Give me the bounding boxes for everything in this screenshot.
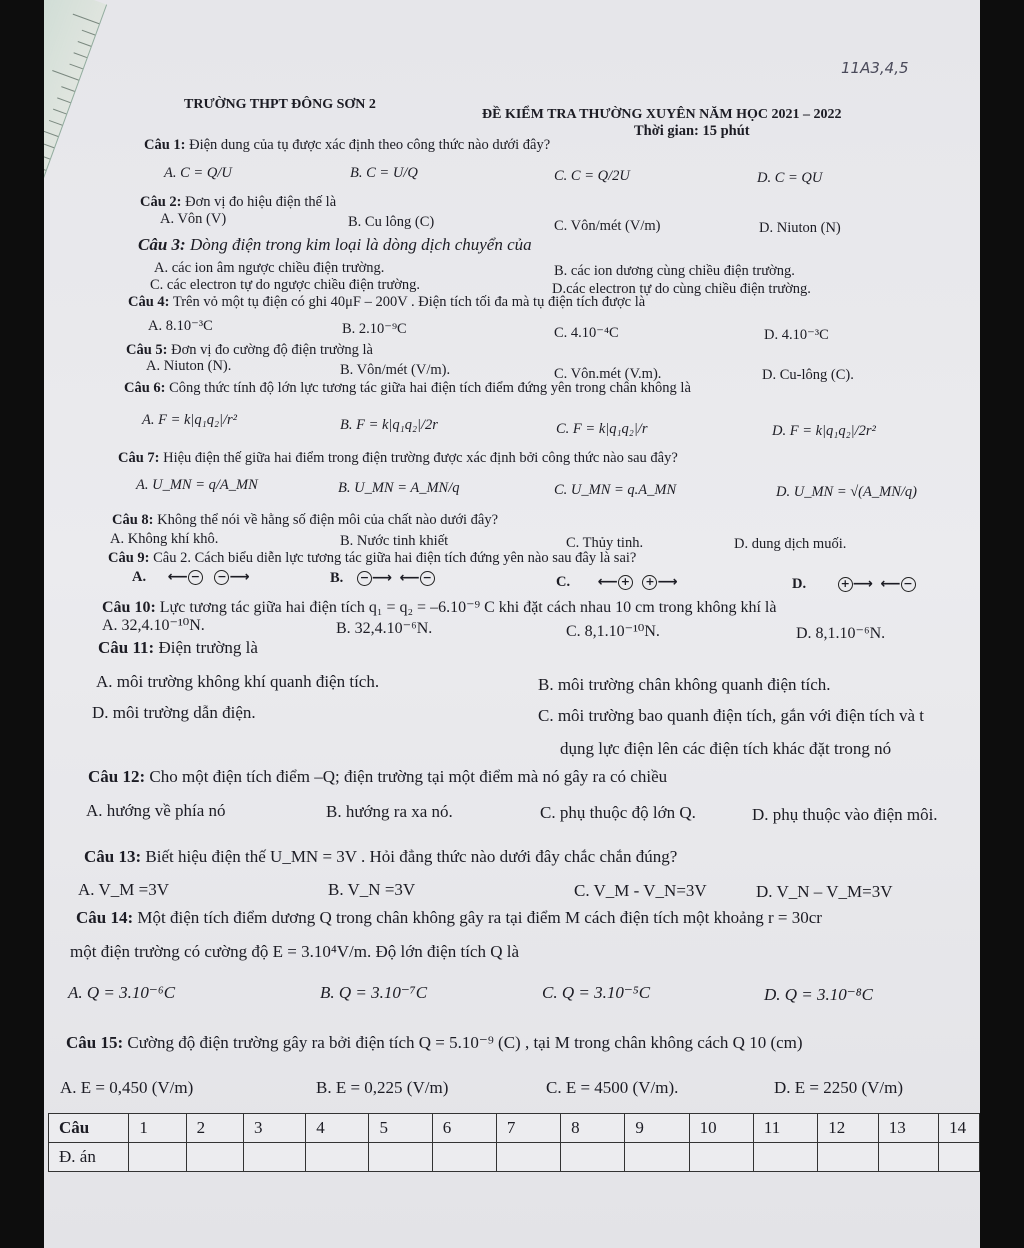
q6-option-d: D. F = k|q₁q₂|/2r² — [772, 423, 876, 439]
q7-option-d: D. U_MN = √(A_MN/q) — [776, 484, 917, 500]
exam-time: Thời gian: 15 phút — [634, 123, 750, 139]
q12-option-a: A. hướng về phía nó — [86, 801, 226, 820]
ruler-tick — [69, 64, 82, 70]
q1-option-c: C. C = Q/2U — [554, 168, 630, 184]
q6-option-c: C. F = k|q₁q₂|/r — [556, 421, 648, 437]
q11-option-d: D. môi trường dẫn điện. — [92, 703, 256, 722]
q14-option-a: A. Q = 3.10⁻⁶C — [68, 983, 176, 1002]
ruler-tick — [82, 30, 95, 36]
question-13: Câu 13: Biết hiệu điện thế U_MN = 3V . Hỏi đẳng thức nào dưới đây chắc chắn đúng? — [84, 847, 678, 866]
q5-option-c: C. Vôn.mét (V.m). — [554, 366, 662, 382]
q6-option-a: A. F = k|q₁q₂|/r² — [142, 412, 238, 428]
q12-option-b: B. hướng ra xa nó. — [326, 802, 453, 821]
q9-option-b: B. − ⟶ ⟵ − — [330, 570, 435, 587]
q1-option-a: A. C = Q/U — [164, 165, 232, 181]
question-1: Câu 1: Điện dung của tụ được xác định theo công thức nào dưới đây? — [144, 137, 551, 153]
q4-option-b: B. 2.10⁻⁹C — [342, 321, 407, 337]
answer-table-header-row — [49, 1114, 980, 1143]
question-number-cell: 12 — [818, 1114, 878, 1143]
question-3: Câu 3: Dòng điện trong kim loại là dòng dịch chuyển của — [138, 235, 532, 254]
q3-option-c: C. các electron tự do ngược chiều điện trường. — [150, 277, 421, 293]
question-number-cell: 4 — [306, 1114, 369, 1143]
q6-option-b: B. F = k|q₁q₂|/2r — [340, 417, 438, 433]
question-number-cell: 3 — [243, 1114, 305, 1143]
q12-option-d: D. phụ thuộc vào điện môi. — [752, 805, 938, 824]
q10-option-a: A. 32,4.10⁻¹⁰N. — [102, 617, 205, 634]
q8-option-c: C. Thủy tinh. — [566, 535, 644, 551]
q14-option-d: D. Q = 3.10⁻⁸C — [764, 985, 873, 1004]
question-number-cell: 13 — [878, 1114, 938, 1143]
answer-cell[interactable] — [186, 1143, 243, 1172]
question-number-cell: 2 — [186, 1114, 243, 1143]
ruler-tick — [74, 52, 87, 58]
q13-option-c: C. V_M - V_N=3V — [574, 881, 707, 900]
q3-option-b: B. các ion dương cùng chiều điện trường. — [554, 263, 795, 279]
question-number-cell: 11 — [753, 1114, 817, 1143]
q15-option-d: D. E = 2250 (V/m) — [774, 1078, 904, 1097]
exam-title: ĐỀ KIỂM TRA THƯỜNG XUYÊN NĂM HỌC 2021 – 2022 — [482, 107, 842, 122]
q5-option-b: B. Vôn/mét (V/m). — [340, 362, 451, 378]
exam-paper — [44, 0, 980, 1248]
ruler-tick — [44, 154, 50, 160]
q7-option-c: C. U_MN = q.A_MN — [554, 482, 677, 498]
q8-option-d: D. dung dịch muối. — [734, 536, 847, 552]
ruler-tick — [73, 14, 100, 25]
ruler-tick — [44, 165, 46, 171]
q10-option-b: B. 32,4.10⁻⁶N. — [336, 620, 433, 637]
answer-table-row-label: Câu — [49, 1114, 129, 1143]
q1-option-d: D. C = QU — [757, 170, 823, 186]
question-number-cell: 6 — [432, 1114, 496, 1143]
answer-cell[interactable] — [243, 1143, 305, 1172]
question-5: Câu 5: Đơn vị đo cường độ điện trường là — [126, 342, 373, 358]
q4-option-c: C. 4.10⁻⁴C — [554, 325, 619, 341]
question-15: Câu 15: Cường độ điện trường gây ra bởi điện tích Q = 5.10⁻⁹ (C) , tại M trong chân không cách Q 10 (cm) — [66, 1033, 803, 1052]
question-14: Câu 14: Một điện tích điểm dương Q trong chân không gây ra tại điểm M cách điện tích một khoảng r = 30cr — [76, 908, 822, 927]
answer-cell[interactable] — [689, 1143, 753, 1172]
q15-option-a: A. E = 0,450 (V/m) — [60, 1078, 194, 1097]
q10-option-d: D. 8,1.10⁻⁶N. — [796, 625, 886, 642]
question-number-cell: 1 — [129, 1114, 186, 1143]
answer-cell[interactable] — [432, 1143, 496, 1172]
question-10: Câu 10: Lực tương tác giữa hai điện tích q₁ = q₂ = –6.10⁻⁹ C khi đặt cách nhau 10 cm trong không khí là — [102, 599, 777, 616]
q11-option-a: A. môi trường không khí quanh điện tích. — [96, 672, 380, 691]
q15-option-c: C. E = 4500 (V/m). — [546, 1078, 679, 1097]
q11-option-c: C. môi trường bao quanh điện tích, gắn với điện tích và t — [538, 706, 925, 725]
question-11: Câu 11: Điện trường là — [98, 638, 258, 657]
question-number-cell: 10 — [689, 1114, 753, 1143]
answer-table — [48, 1113, 980, 1172]
q4-option-d: D. 4.10⁻³C — [764, 327, 829, 343]
question-number-cell: 5 — [369, 1114, 432, 1143]
q13-option-b: B. V_N =3V — [328, 880, 416, 899]
question-14-continued: một điện trường có cường độ E = 3.10⁴V/m. Độ lớn điện tích Q là — [70, 942, 520, 961]
question-8: Câu 8: Không thể nói về hằng số điện môi của chất nào dưới đây? — [112, 512, 499, 528]
question-number-cell: 7 — [496, 1114, 560, 1143]
answer-cell[interactable] — [753, 1143, 817, 1172]
school-name: TRƯỜNG THPT ĐÔNG SƠN 2 — [184, 97, 376, 112]
answer-cell[interactable] — [306, 1143, 369, 1172]
question-number-cell: 14 — [939, 1114, 980, 1143]
ruler-tick — [57, 97, 70, 103]
answer-cell[interactable] — [878, 1143, 938, 1172]
handwritten-class-note: 11A3,4,5 — [841, 59, 909, 77]
ruler-tick — [52, 70, 79, 81]
q11-option-c-continued: dụng lực điện lên các điện tích khác đặt trong nó — [560, 739, 892, 758]
question-9: Câu 9: Câu 2. Cách biểu diễn lực tương tác giữa hai điện tích đứng yên nào sau đây là sai? — [108, 550, 637, 566]
ruler — [44, 0, 107, 493]
q8-option-b: B. Nước tinh khiết — [340, 533, 449, 549]
q15-option-b: B. E = 0,225 (V/m) — [316, 1078, 449, 1097]
answer-cell[interactable] — [625, 1143, 689, 1172]
ruler-tick — [78, 41, 91, 47]
answer-cell[interactable] — [818, 1143, 878, 1172]
q9-option-c: C. ⟵ + + ⟶ — [556, 574, 678, 591]
answer-cell[interactable] — [369, 1143, 432, 1172]
q14-option-b: B. Q = 3.10⁻⁷C — [320, 983, 428, 1002]
q3-option-a: A. các ion âm ngược chiều điện trường. — [154, 260, 385, 276]
ruler-tick — [49, 120, 62, 126]
q5-option-a: A. Niuton (N). — [146, 358, 232, 374]
answer-cell[interactable] — [561, 1143, 625, 1172]
q11-option-b: B. môi trường chân không quanh điện tích. — [538, 675, 831, 694]
q2-option-a: A. Vôn (V) — [160, 211, 227, 227]
answer-cell[interactable] — [129, 1143, 186, 1172]
question-number-cell: 9 — [625, 1114, 689, 1143]
question-6: Câu 6: Công thức tính độ lớn lực tương tác giữa hai điện tích điểm đứng yên trong chân không là — [124, 380, 691, 396]
q1-option-b: B. C = U/Q — [350, 165, 418, 181]
question-7: Câu 7: Hiệu điện thế giữa hai điểm trong điện trường được xác định bởi công thức nào sau đây? — [118, 450, 678, 466]
ruler-tick — [61, 86, 74, 92]
q5-option-d: D. Cu-lông (C). — [762, 367, 854, 383]
ruler-tick — [44, 143, 54, 149]
ruler-tick — [44, 126, 58, 137]
q9-option-d: D. + ⟶ ⟵ − — [792, 576, 916, 593]
q10-option-c: C. 8,1.10⁻¹⁰N. — [566, 623, 660, 640]
ruler-tick — [53, 109, 66, 115]
q2-option-d: D. Niuton (N) — [759, 220, 841, 236]
q2-option-c: C. Vôn/mét (V/m) — [554, 218, 661, 234]
q14-option-c: C. Q = 3.10⁻⁵C — [542, 983, 651, 1002]
answer-cell[interactable] — [496, 1143, 560, 1172]
question-number-cell: 8 — [561, 1114, 625, 1143]
question-12: Câu 12: Cho một điện tích điểm –Q; điện trường tại một điểm mà nó gây ra có chiều — [88, 767, 668, 786]
q7-option-a: A. U_MN = q/A_MN — [136, 477, 258, 493]
q13-option-d: D. V_N – V_M=3V — [756, 882, 893, 901]
question-2: Câu 2: Đơn vị đo hiệu điện thế là — [140, 194, 337, 210]
answer-cell[interactable] — [939, 1143, 980, 1172]
q12-option-c: C. phụ thuộc độ lớn Q. — [540, 803, 696, 822]
q8-option-a: A. Không khí khô. — [110, 531, 219, 547]
answer-table-row-label: Đ. án — [49, 1143, 129, 1172]
q3-option-d: D.các electron tự do cùng chiều điện trường. — [552, 281, 811, 297]
question-4: Câu 4: Trên vỏ một tụ điện có ghi 40μF – 200V . Điện tích tối đa mà tụ điện tích được là — [128, 294, 646, 310]
q7-option-b: B. U_MN = A_MN/q — [338, 480, 460, 496]
answer-table-answer-row — [49, 1143, 980, 1172]
q13-option-a: A. V_M =3V — [78, 880, 169, 899]
q2-option-b: B. Cu lông (C) — [348, 214, 435, 230]
q4-option-a: A. 8.10⁻³C — [148, 318, 213, 334]
q9-option-a: A. ⟵ − − ⟶ — [132, 569, 250, 586]
